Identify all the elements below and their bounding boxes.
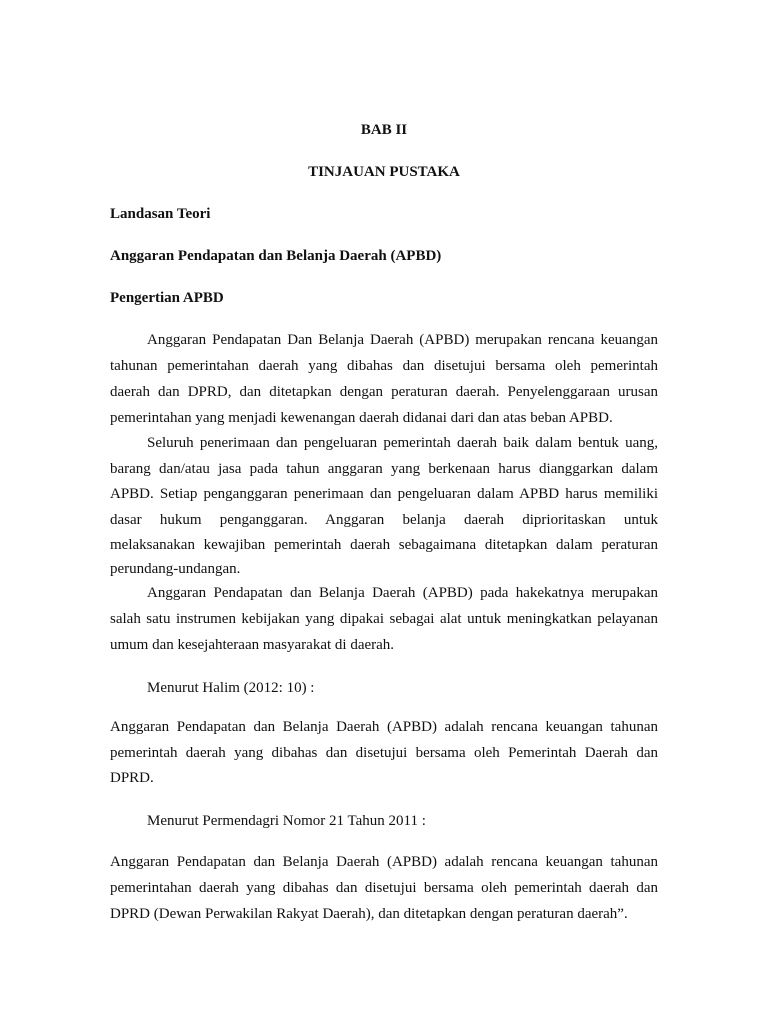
- paragraph-3-line: umum dan kesejahteraan masyarakat di daerah.: [110, 637, 395, 653]
- quote-2-intro: Menurut Permendagri Nomor 21 Tahun 2011 :: [147, 813, 426, 829]
- quote-2-line: DPRD (Dewan Perwakilan Rakyat Daerah), dan ditetapkan dengan peraturan daerah”.: [110, 906, 628, 922]
- quote-1-line: Anggaran Pendapatan dan Belanja Daerah (APBD) adalah rencana keuangan tahunan: [110, 719, 658, 735]
- paragraph-2-line: APBD. Setiap penganggaran penerimaan dan pengeluaran dalam APBD harus memiliki: [110, 486, 658, 502]
- quote-2-line: pemerintahan daerah yang dibahas dan disetujui bersama oleh pemerintah daerah dan: [110, 880, 658, 896]
- paragraph-1-line: pemerintahan yang menjadi kewenangan daerah didanai dari dan atas beban APBD.: [110, 410, 613, 426]
- section-heading-landasan-teori: Landasan Teori: [110, 206, 211, 222]
- quote-1-intro: Menurut Halim (2012: 10) :: [147, 680, 315, 696]
- chapter-number: BAB II: [360, 122, 408, 138]
- paragraph-2-line: melaksanakan kewajiban pemerintah daerah sebagaimana ditetapkan dalam peraturan: [110, 537, 658, 553]
- paragraph-1-line: tahunan pemerintahan daerah yang dibahas dan disetujui bersama oleh pemerintah: [110, 358, 658, 374]
- paragraph-2-line: dasar hukum penganggaran. Anggaran belanja daerah diprioritaskan untuk: [110, 512, 658, 528]
- section-heading-apbd: Anggaran Pendapatan dan Belanja Daerah (APBD): [110, 248, 442, 264]
- paragraph-3-line: salah satu instrumen kebijakan yang dipakai sebagai alat untuk meningkatkan pelayanan: [110, 611, 658, 627]
- section-heading-pengertian-apbd: Pengertian APBD: [110, 290, 224, 306]
- paragraph-2-line: barang dan/atau jasa pada tahun anggaran yang berkenaan harus dianggarkan dalam: [110, 461, 658, 477]
- chapter-title: TINJAUAN PUSTAKA: [308, 164, 460, 180]
- paragraph-1-line: daerah dan DPRD, dan ditetapkan dengan peraturan daerah. Penyelenggaraan urusan: [110, 384, 658, 400]
- paragraph-2-line: perundang-undangan.: [110, 561, 241, 577]
- quote-1-line: DPRD.: [110, 770, 154, 786]
- quote-2-line: Anggaran Pendapatan dan Belanja Daerah (APBD) adalah rencana keuangan tahunan: [110, 854, 658, 870]
- paragraph-3-line: Anggaran Pendapatan dan Belanja Daerah (APBD) pada hakekatnya merupakan: [147, 585, 658, 601]
- paragraph-1-line: Anggaran Pendapatan Dan Belanja Daerah (APBD) merupakan rencana keuangan: [147, 332, 658, 348]
- paragraph-2-line: Seluruh penerimaan dan pengeluaran pemerintah daerah baik dalam bentuk uang,: [147, 435, 658, 451]
- quote-1-line: pemerintah daerah yang dibahas dan disetujui bersama oleh Pemerintah Daerah dan: [110, 745, 658, 761]
